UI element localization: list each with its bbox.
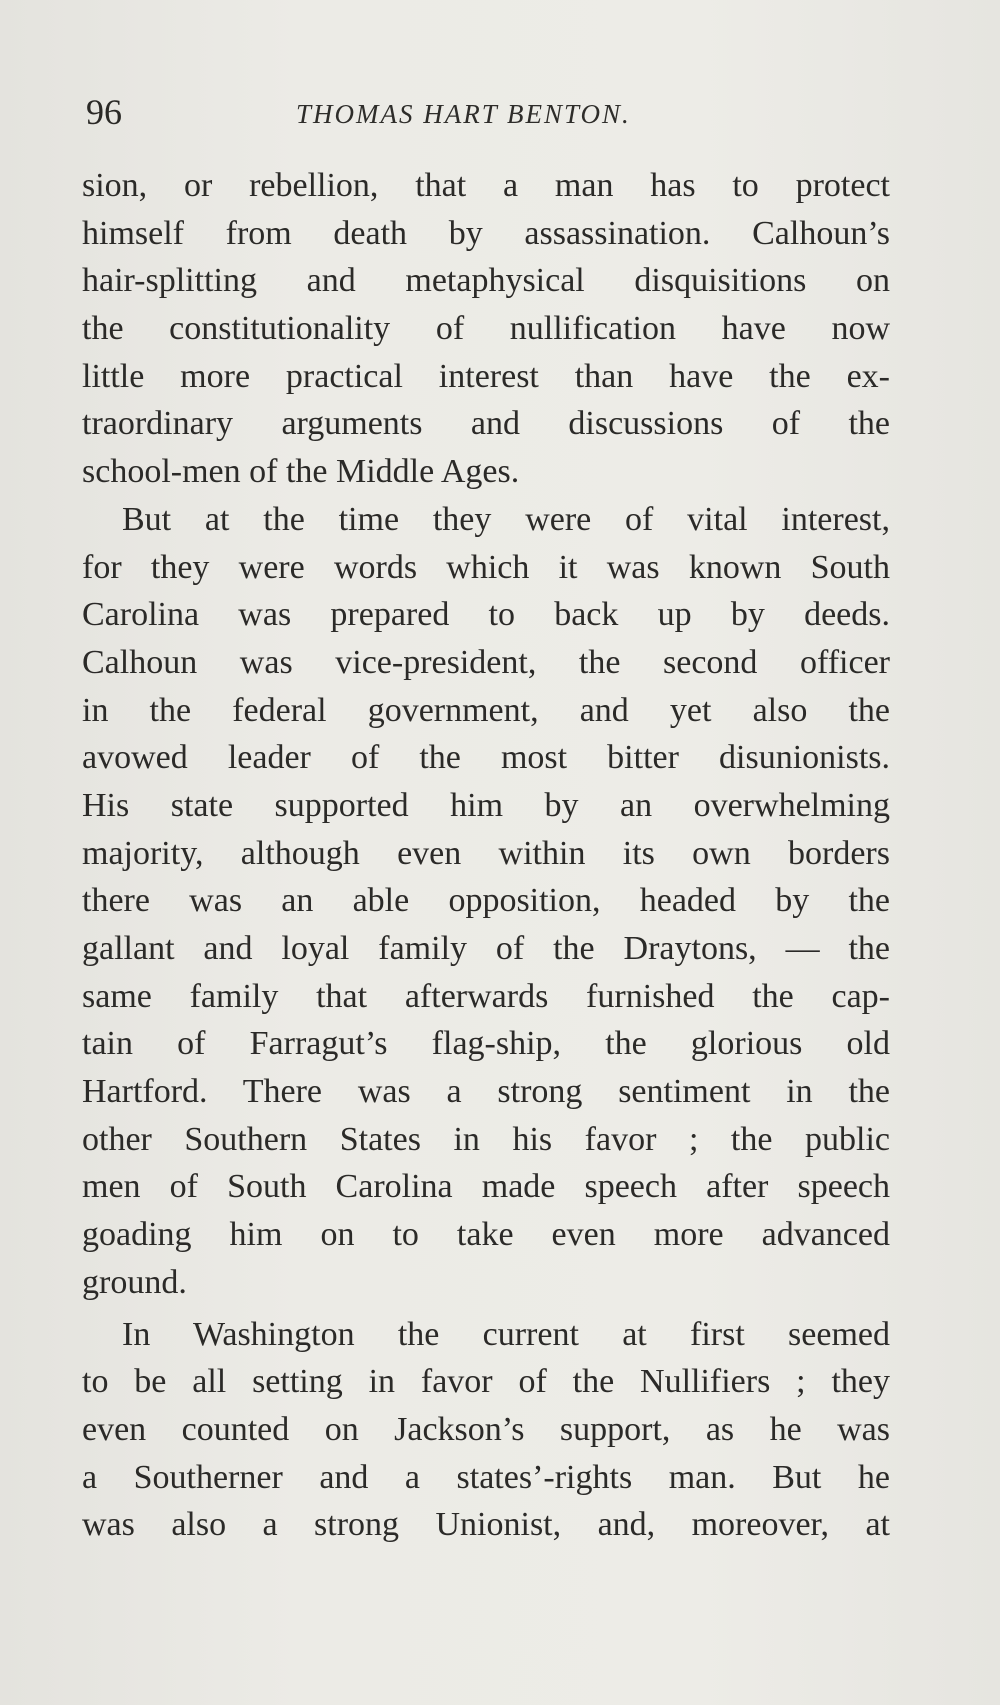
text-line: school-men of the Middle Ages.	[82, 453, 520, 491]
running-title: THOMAS HART BENTON.	[296, 99, 631, 129]
text-line: hair-splitting and metaphysical disquisitions on	[82, 262, 890, 300]
text-line: was also a strong Unionist, and, moreover, at	[82, 1506, 890, 1544]
text-line: the constitutionality of nullification have now	[82, 310, 890, 348]
text-line: sion, or rebellion, that a man has to protect	[82, 167, 890, 204]
text-line: a Southerner and a states’-rights man. But he	[82, 1458, 890, 1496]
text-line: in the federal government, and yet also the	[82, 691, 890, 729]
text-line: majority, although even within its own borders	[82, 834, 890, 872]
body-text	[82, 162, 890, 1549]
text-line: little more practical interest than have the ex-	[82, 357, 890, 395]
paragraph-1	[82, 162, 890, 496]
paragraph-3	[82, 1311, 890, 1549]
text-line: Calhoun was vice-president, the second officer	[82, 643, 890, 681]
text-line: ground.	[82, 1263, 187, 1301]
text-line: In Washington the current at first seemed	[122, 1315, 890, 1353]
text-line: even counted on Jackson’s support, as he was	[82, 1410, 890, 1448]
text-line: there was an able opposition, headed by the	[82, 882, 890, 920]
text-line: to be all setting in favor of the Nullifiers ; they	[82, 1363, 890, 1401]
text-line: for they were words which it was known South	[82, 548, 890, 586]
text-line: Hartford. There was a strong sentiment in the	[82, 1073, 890, 1111]
text-line: himself from death by assassination. Calhoun’s	[82, 214, 890, 252]
text-line: men of South Carolina made speech after speech	[82, 1168, 890, 1206]
page-number: 96	[86, 92, 122, 132]
text-line: His state supported him by an overwhelming	[82, 786, 890, 824]
text-line: avowed leader of the most bitter disunionists.	[82, 739, 890, 777]
text-line: other Southern States in his favor ; the public	[82, 1120, 890, 1158]
text-line: goading him on to take even more advanced	[82, 1216, 890, 1254]
text-line: same family that afterwards furnished the cap-	[82, 977, 890, 1015]
text-line: gallant and loyal family of the Draytons, — the	[82, 930, 890, 967]
text-line: But at the time they were of vital interest,	[122, 500, 890, 538]
page-header	[0, 92, 1000, 132]
text-line: Carolina was prepared to back up by deeds.	[82, 596, 890, 634]
paragraph-2	[82, 496, 890, 1307]
text-line: tain of Farragut’s flag-ship, the glorious old	[82, 1025, 890, 1063]
text-line: traordinary arguments and discussions of the	[82, 405, 890, 443]
